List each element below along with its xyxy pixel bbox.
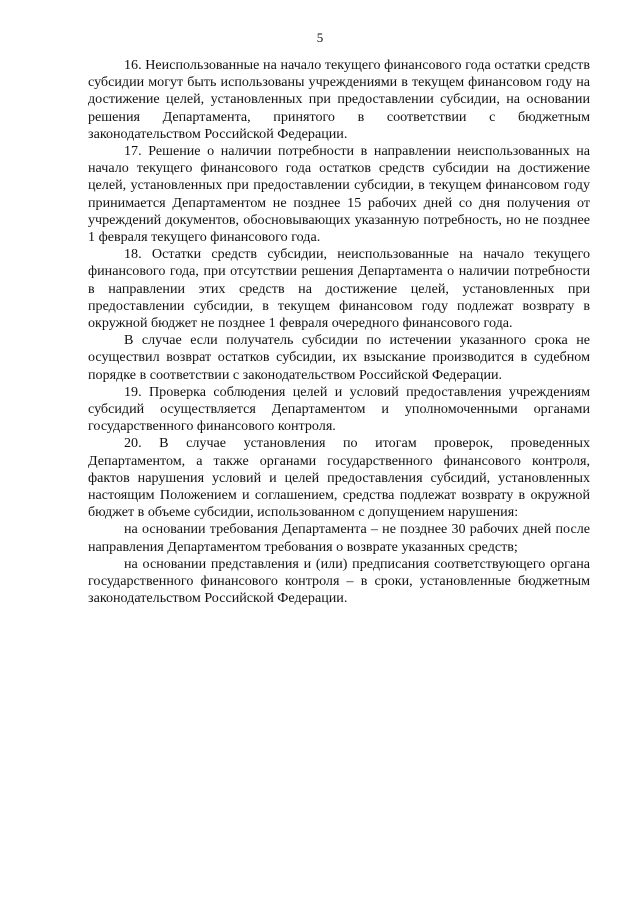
paragraph-17: 17. Решение о наличии потребности в направлении неиспользованных на начало текущего финансового года остатков средств субсидии на достижение целей, установленных при предоставлении субсидии, в текущем финансовом году принимается Департаментом не позднее 15 рабочих дней со дня получения от учреждений документов, обосновывающих указанную потребность, но не позднее 1 февраля текущего финансового года. xyxy=(88,143,590,246)
paragraph-16: 16. Неиспользованные на начало текущего финансового года остатки средств субсидии могут быть использованы учреждениями в текущем финансовом году на достижение целей, установленных при предоставлении субсидии, на основании решения Департамента, принятого в соответствии с бюджетным законодательством Российской Федерации. xyxy=(88,57,590,142)
paragraph-20: 20. В случае установления по итогам проверок, проведенных Департаментом, а также органами государственного финансового контроля, фактов нарушения условий и целей предоставления субсидий, установленных настоящим Положением и соглашением, средства подлежат возврату в окружной бюджет в объеме субсидии, использованном с допущением нарушения: xyxy=(88,435,590,521)
paragraph-18: 18. Остатки средств субсидии, неиспользованные на начало текущего финансового года, при отсутствии решения Департамента о наличии потребности в направлении этих средств на достижение целей, установленных при предоставлении субсидии, в текущем финансовом году подлежат возврату в окружной бюджет не позднее 1 февраля очередного финансового года. xyxy=(88,246,590,332)
paragraph-19: 19. Проверка соблюдения целей и условий предоставления учреждениям субсидий осуществляется Департаментом и уполномоченными органами государственного финансового контроля. xyxy=(88,383,590,435)
paragraph-18-recovery: В случае если получатель субсидии по истечении указанного срока не осуществил возврат остатков субсидии, их взыскание производится в судебном порядке в соответствии с законодательством Российской Федерации. xyxy=(88,332,590,383)
page-body xyxy=(88,57,590,608)
page-number: 5 xyxy=(316,30,324,45)
paragraph-20-control-order: на основании представления и (или) предписания соответствующего органа государственного финансового контроля – в сроки, установленные бюджетным законодательством Российской Федерации. xyxy=(88,555,590,607)
paragraph-20-department-demand: на основании требования Департамента – не позднее 30 рабочих дней после направления Департаментом требования о возврате указанных средств; xyxy=(88,521,590,555)
